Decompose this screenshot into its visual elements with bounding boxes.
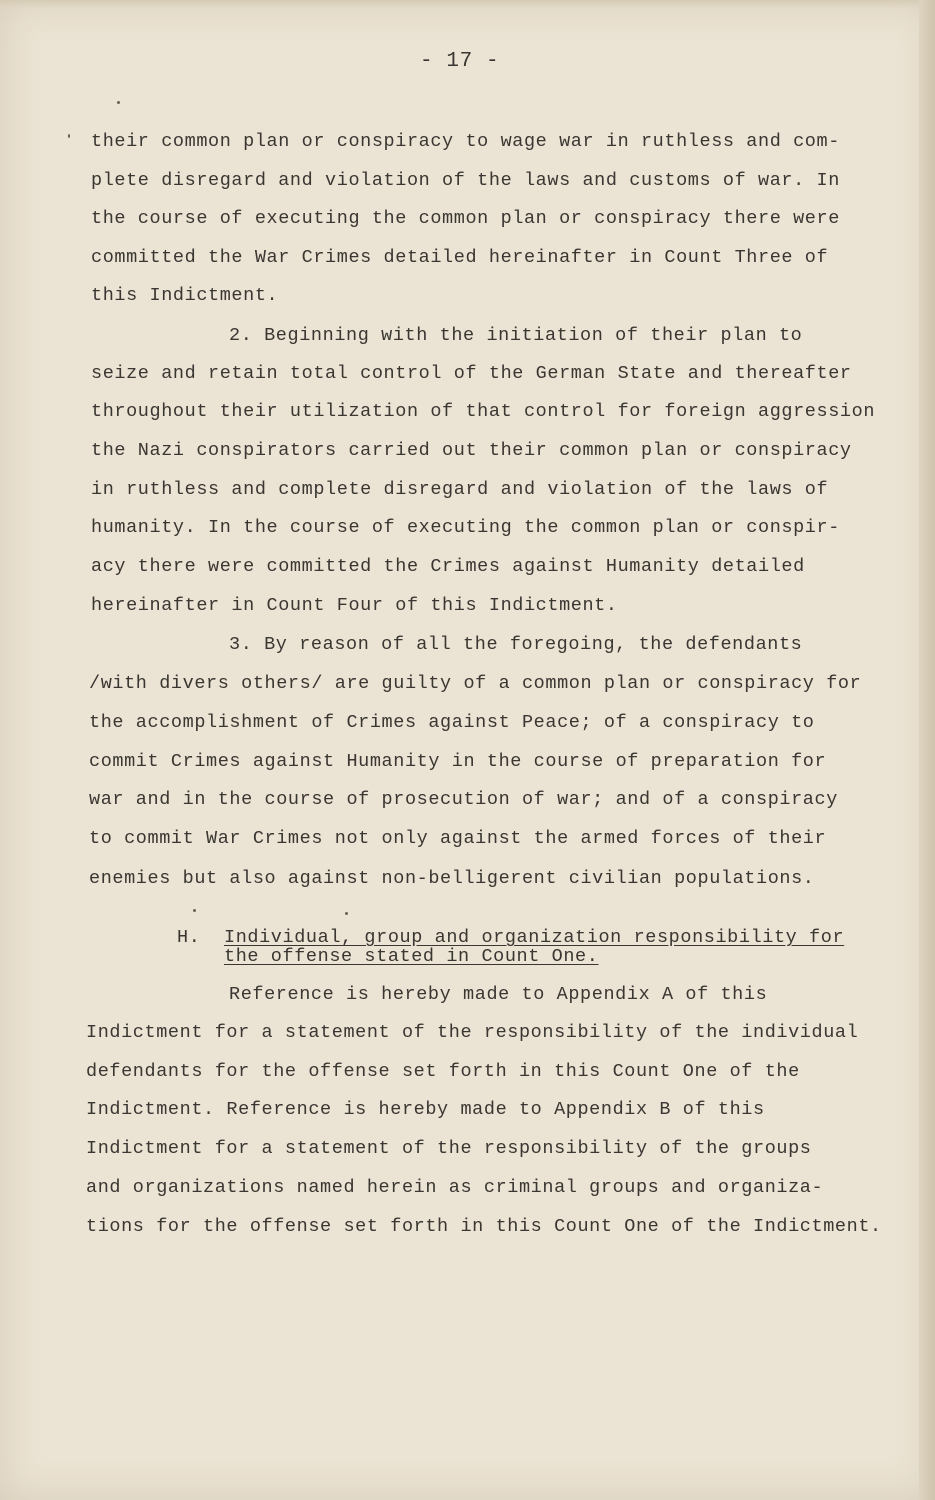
text-line: acy there were committed the Crimes against Humanity detailed xyxy=(91,556,805,577)
page-right-edge xyxy=(919,0,935,1500)
text-line: the accomplishment of Crimes against Peace; of a conspiracy to xyxy=(89,712,815,733)
page-top-edge xyxy=(0,0,935,8)
text-line: Indictment. Reference is hereby made to Appendix B of this xyxy=(86,1099,765,1120)
text-line: throughout their utilization of that control for foreign aggression xyxy=(91,401,876,422)
section-label: H. xyxy=(177,927,201,948)
text-line: Reference is hereby made to Appendix A of this xyxy=(229,984,768,1005)
section-heading: the offense stated in Count One. xyxy=(224,946,599,967)
text-line: 3. By reason of all the foregoing, the defendants xyxy=(229,634,803,655)
text-line: humanity. In the course of executing the common plan or conspir- xyxy=(91,517,840,538)
text-line: the Nazi conspirators carried out their common plan or conspiracy xyxy=(91,440,852,461)
page-number: - 17 - xyxy=(420,50,500,73)
text-line: plete disregard and violation of the laws and customs of war. In xyxy=(91,170,840,191)
text-line: commit Crimes against Humanity in the course of preparation for xyxy=(89,751,827,772)
text-line: seize and retain total control of the German State and thereafter xyxy=(91,363,852,384)
text-line: Indictment for a statement of the responsibility of the individual xyxy=(86,1022,859,1043)
ink-speck xyxy=(193,909,196,912)
text-line: the course of executing the common plan or conspiracy there were xyxy=(91,208,840,229)
text-line: /with divers others/ are guilty of a common plan or conspiracy for xyxy=(89,673,862,694)
text-line: in ruthless and complete disregard and violation of the laws of xyxy=(91,479,829,500)
text-line: their common plan or conspiracy to wage war in ruthless and com- xyxy=(91,131,840,152)
text-line: this Indictment. xyxy=(91,285,279,306)
text-line: to commit War Crimes not only against the armed forces of their xyxy=(89,828,827,849)
text-line: war and in the course of prosecution of war; and of a conspiracy xyxy=(89,789,838,810)
text-line: tions for the offense set forth in this Count One of the Indictment. xyxy=(86,1216,882,1237)
text-line: and organizations named herein as criminal groups and organiza- xyxy=(86,1177,824,1198)
section-heading: Individual, group and organization responsibility for xyxy=(224,927,845,948)
text-line: Indictment for a statement of the responsibility of the groups xyxy=(86,1138,812,1159)
ink-speck xyxy=(117,101,120,104)
text-line: hereinafter in Count Four of this Indictment. xyxy=(91,595,618,616)
text-line: enemies but also against non-belligerent civilian populations. xyxy=(89,868,815,889)
ink-speck xyxy=(68,134,70,138)
text-line: committed the War Crimes detailed hereinafter in Count Three of xyxy=(91,247,829,268)
text-line: 2. Beginning with the initiation of their plan to xyxy=(229,325,803,346)
ink-speck xyxy=(345,912,348,915)
text-line: defendants for the offense set forth in this Count One of the xyxy=(86,1061,800,1082)
